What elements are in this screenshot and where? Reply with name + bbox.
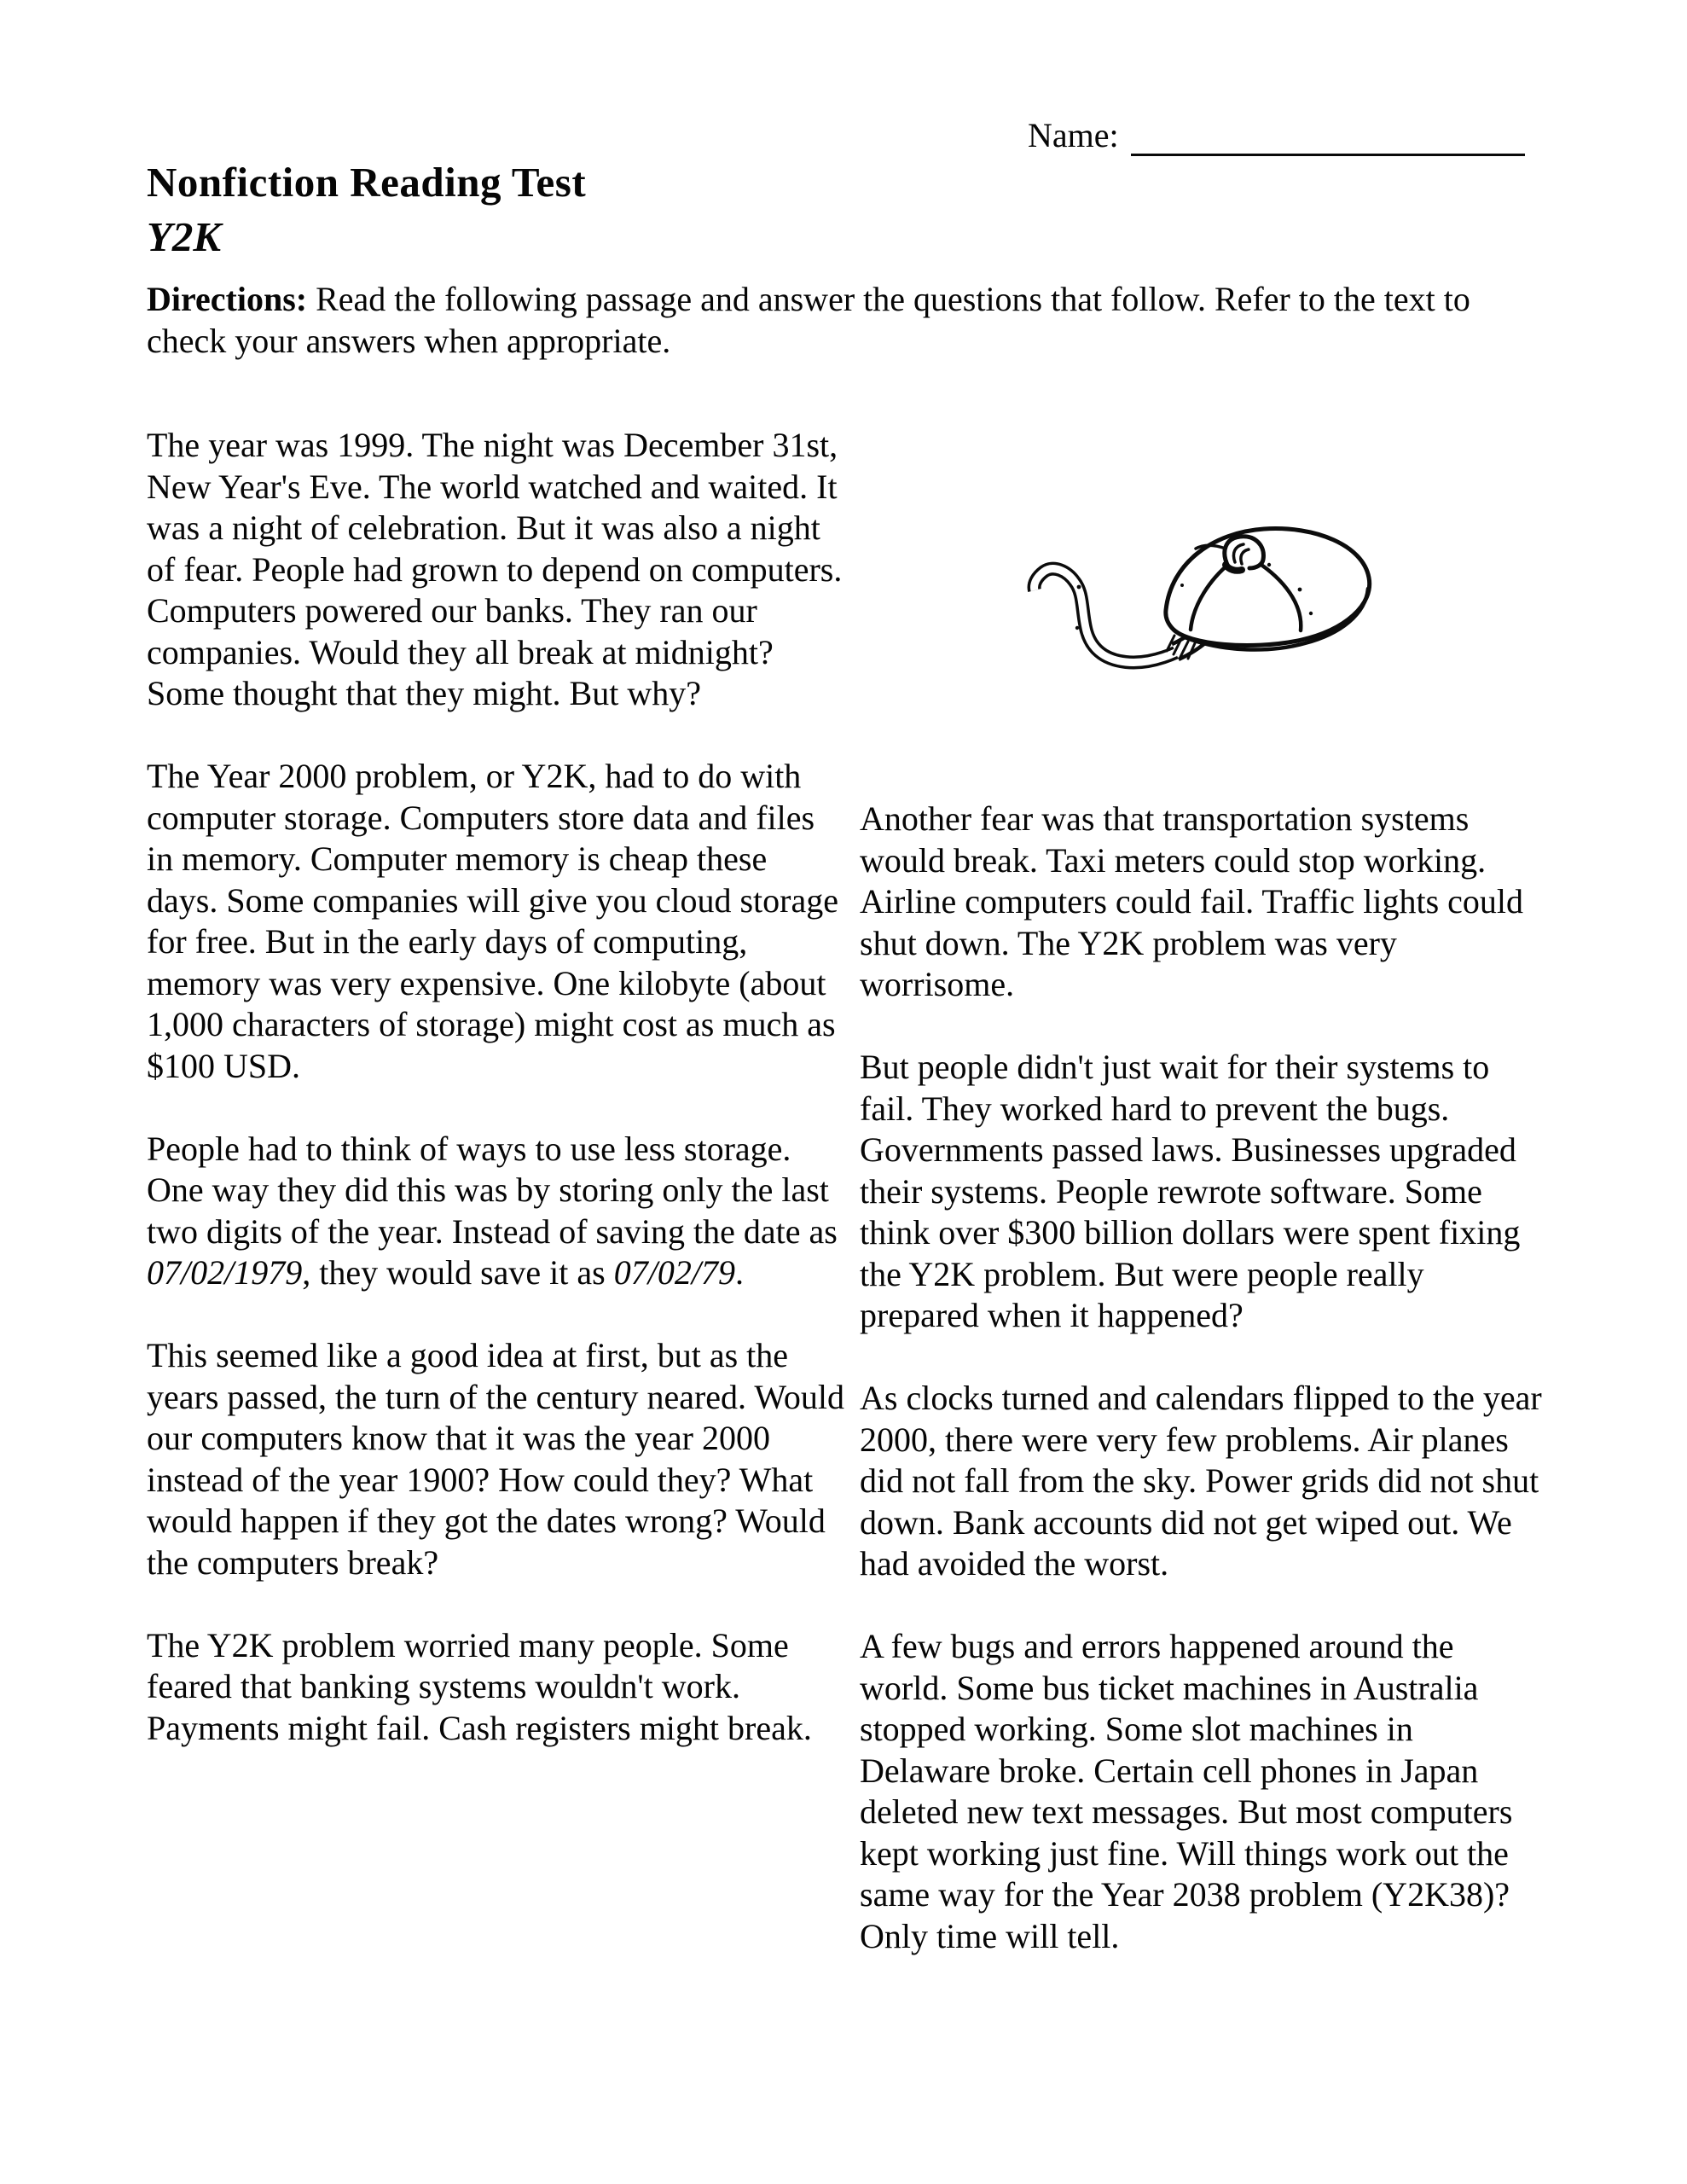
directions-label: Directions: — [147, 280, 308, 318]
page-title: Nonfiction Reading Test — [147, 159, 587, 206]
directions-text: Read the following passage and answer the questions that follow. Refer to the text to check your answers when appropriate. — [147, 280, 1470, 360]
italic-date-text: 07/02/1979 — [147, 1253, 303, 1292]
paragraph-text: As clocks turned and calendars flipped to the year 2000, there were very few problems. Air planes did not fall from the sky. Power grids did not shut down. Bank accounts did not get wiped out. We had avoided the worst. — [860, 1379, 1542, 1583]
directions — [147, 278, 1539, 362]
page-subtitle: Y2K — [147, 213, 222, 260]
paragraph-text: , they would save it as — [302, 1253, 614, 1292]
passage-paragraph — [860, 1378, 1542, 1585]
computer-mouse-illustration — [1015, 510, 1400, 696]
passage-paragraph — [860, 799, 1542, 1006]
paragraph-text: The Y2K problem worried many people. Some feared that banking systems wouldn't work. Payments might fail. Cash registers might break. — [147, 1625, 812, 1747]
name-label: Name: — [1028, 116, 1119, 154]
passage-right-column — [860, 799, 1542, 1957]
passage-paragraph — [147, 1625, 844, 1750]
paragraph-text: The year was 1999. The night was December 31st, New Year's Eve. The world watched and waited. It was a night of celebration. But it was also a night of fear. People had grown to depend on computers. Computers powered our banks. They ran our companies. Would they all break at midnight? Some thought that they might. But why? — [147, 426, 843, 712]
paragraph-text: A few bugs and errors happened around the world. Some bus ticket machines in Australia stopped working. Some slot machines in Delaware broke. Certain cell phones in Japan deleted new text messages. But most computers kept working just fine. Will things work out the same way for the Year 2038 problem (Y2K38)? Only time will tell. — [860, 1627, 1513, 1955]
name-row — [1028, 114, 1525, 156]
passage-paragraph — [147, 425, 844, 715]
passage-left-column — [147, 425, 844, 1749]
paragraph-text: This seemed like a good idea at first, but as the years passed, the turn of the century neared. Would our computers know that it was the year 2000 instead of the year 1900? How could they? What would happen if they got the dates wrong? Would the computers break? — [147, 1336, 844, 1582]
mouse-body — [1075, 529, 1370, 659]
paragraph-text: People had to think of ways to use less storage. One way they did this was by storing only the last two digits of the year. Instead of saving the date as — [147, 1129, 838, 1251]
paragraph-text: . — [734, 1253, 744, 1292]
passage-paragraph — [147, 756, 844, 1087]
mouse-scroll-wheel — [1225, 537, 1264, 571]
passage-paragraph — [147, 1129, 844, 1294]
passage-paragraph — [147, 1335, 844, 1583]
paragraph-text: The Year 2000 problem, or Y2K, had to do with computer storage. Computers store data and files in memory. Computer memory is cheap these days. Some companies will give you cloud storage for free. But in the early days of computing, memory was very expensive. One kilobyte (about 1,000 characters of storage) might cost as much as $100 USD. — [147, 757, 838, 1085]
paragraph-text: But people didn't just wait for their systems to fail. They worked hard to prevent the bugs. Governments passed laws. Businesses upgraded their systems. People rewrote software. Some think over $300 billion dollars were spent fixing the Y2K problem. But were people really prepared when it happened? — [860, 1048, 1521, 1334]
italic-date-text: 07/02/79 — [613, 1253, 735, 1292]
name-blank-line[interactable] — [1131, 114, 1525, 156]
passage-paragraph — [860, 1047, 1542, 1337]
paragraph-text: Another fear was that transportation systems would break. Taxi meters could stop working. Airline computers could fail. Traffic lights could shut down. The Y2K problem was very worrisome. — [860, 799, 1524, 1003]
passage-paragraph — [860, 1626, 1542, 1957]
